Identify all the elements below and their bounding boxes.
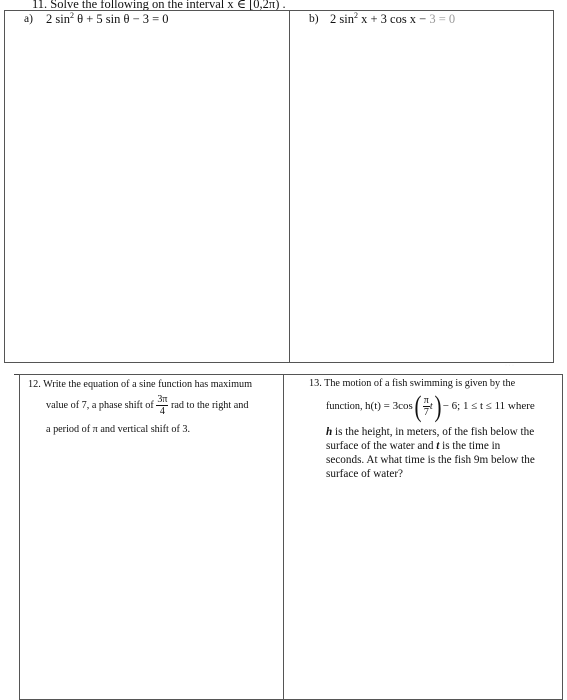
faint-watermark: · · · — [505, 363, 514, 369]
q13-function-name: h(t) = 3cos — [365, 400, 413, 412]
q13-line1 — [309, 377, 515, 391]
q13-right-paren: ) — [434, 389, 442, 423]
q12-phase-fraction — [156, 394, 168, 417]
q12-line3: a period of π and vertical shift of 3. — [46, 424, 191, 435]
q13-text-4b: is the time in — [439, 440, 501, 452]
q12-frac-num: 3π — [157, 394, 168, 406]
q13-line6: surface of water? — [326, 468, 404, 480]
q13-frac-num: π — [423, 395, 429, 407]
q13-frac-den: 7 — [423, 407, 429, 419]
q11b-label: b) — [309, 13, 319, 25]
q11a-label: a) — [24, 13, 33, 25]
q13-line3 — [326, 426, 534, 440]
q13-variable-h: h — [326, 426, 333, 438]
q13-frequency-fraction — [423, 395, 430, 418]
q12-frac-den: 4 — [159, 406, 165, 418]
q12-text-2a: value of 7, a phase shift of — [46, 400, 154, 411]
q13-answer-box — [283, 374, 563, 700]
q13-line5: seconds. At what time is the fish 9m below the — [326, 454, 535, 466]
q12-line1 — [28, 377, 252, 392]
q12-number: 12. — [28, 379, 41, 390]
q13-left-paren: ( — [414, 389, 422, 423]
q13-line4 — [326, 440, 500, 454]
q13-text-2a: function, — [326, 401, 363, 412]
q11b-equation: 2 $\sin^2 x + 3$ cos x − 3 = 0 — [330, 11, 456, 26]
q11b-equation-faded: 3 = 0 — [429, 12, 456, 26]
q13-text-1: The motion of a fish swimming is given by the — [324, 378, 516, 389]
q12-text-1: Write the equation of a sine function has maximum — [43, 379, 253, 390]
q11a-answer-box — [4, 10, 290, 363]
q13-number: 13. — [309, 378, 322, 389]
q13-text-3: is the height, in meters, of the fish below the — [332, 426, 535, 438]
question-11-header: 11. Solve the following on the interval x ∈ [0,2π) . — [32, 0, 286, 11]
q13-variable-t: t — [429, 401, 433, 412]
q11a-equation: 2 $\sin^2 \theta + 5$ sin θ − 3 = 0 — [46, 11, 169, 26]
q11b-answer-box — [289, 10, 554, 363]
q13-text-2-rest: − 6; 1 ≤ t ≤ 11 where — [442, 400, 535, 412]
q13-line2 — [326, 391, 535, 422]
q13-text-4a: surface of the water and — [326, 440, 437, 452]
q12-line2 — [46, 393, 248, 419]
q13-variable-t-bold: t — [436, 440, 440, 452]
q12-text-2b: rad to the right and — [170, 400, 249, 411]
